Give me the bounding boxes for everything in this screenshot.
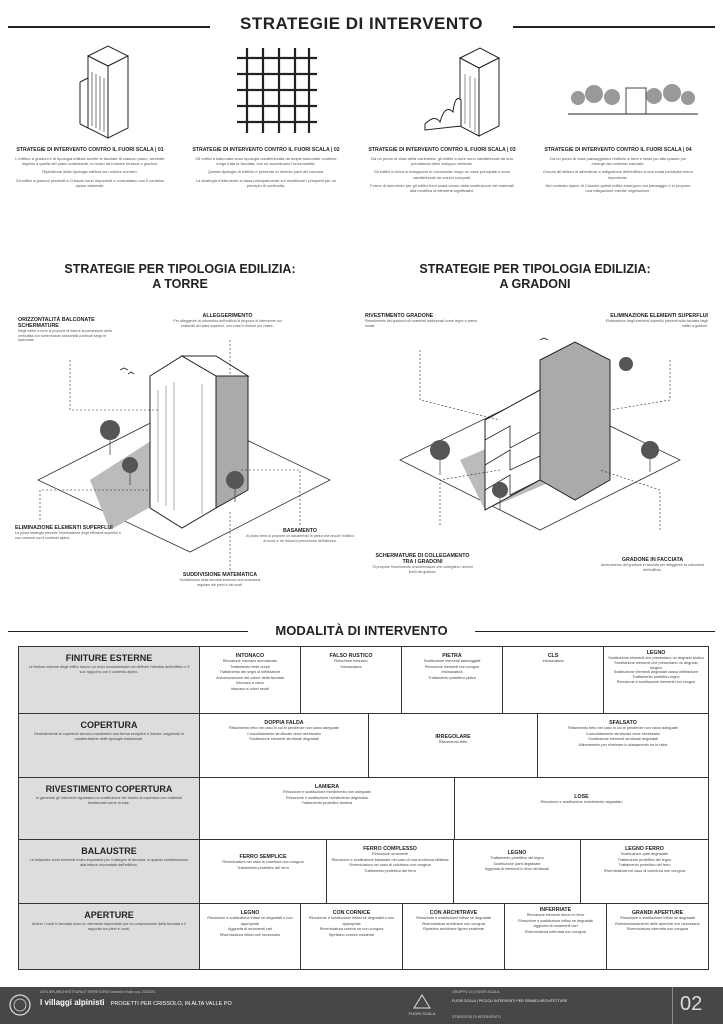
- strategy-text-2a: Gli edifici a balconate sono tipologia caratterizzata da ampie balconate continue lungo tutta la facciata, che ne accentuano l'orizzontalita.: [195, 156, 337, 167]
- row-header: [19, 840, 200, 903]
- table-row: [19, 840, 708, 904]
- title-rule-left: [8, 26, 210, 28]
- strategy-title-4: STRATEGIE DI INTERVENTO CONTRO IL FUORI SCALA | 04: [544, 147, 692, 153]
- strategy-card-1: [10, 147, 170, 191]
- row-name: FINITURE ESTERNE: [65, 653, 153, 663]
- modalita-table: [18, 646, 709, 970]
- table-cell: FERRO SEMPLICE Riverniciatura nel caso di coloritura non congrua Trattamento protettivo del ferro: [200, 840, 327, 903]
- tower-title-line2: A TORRE: [152, 277, 208, 291]
- strategy-card-3: [362, 147, 522, 196]
- row-name: BALAUSTRE: [81, 846, 137, 856]
- modalita-title: MODALITÀ DI INTERVENTO: [275, 623, 448, 638]
- table-cell: CON CORNICE Rimozione e sostituzione infissi se degradati o non appropriati Riverniciatura cornice se non congrua Ripristino cornice esistente: [301, 904, 403, 969]
- strategy-text-3a: Da un punto di vista della volumetria, gli edifici a torre sono caratterizzati da una prevalenza dello sviluppo verticale.: [371, 156, 513, 167]
- strategy-title-3: STRATEGIE DI INTERVENTO CONTRO IL FUORI SCALA | 03: [368, 147, 516, 153]
- table-cell: CON ARCHITRAVE Rimozione e sostituzione infissi se degradati Riverniciatura architrave non congrua Ripristino architrave ligneo esistente: [403, 904, 505, 969]
- gradoni-annotation-4: GRADONE IN FACCIATA Arretramento del gradone in facciata per alleggerire la volumetria dell'edificio.: [600, 557, 705, 572]
- row-header: [19, 714, 200, 777]
- modalita-rule-right: [475, 631, 715, 632]
- footer-project: FUORI SCALA | PICCOLI INTERVENTI PER GRANDI ARCHITETTURE: [452, 999, 568, 1003]
- gradoni-axonometric-diagram: [380, 330, 700, 590]
- table-row: [19, 714, 708, 778]
- trees-landscape-icon: [568, 80, 698, 120]
- table-cell: DOPPIA FALDA Rifacimento tetto nel caso in cui le pendenze non siano adeguate Consolidamento strutturale dove necessario Sostituzione elementi strutturali degradati: [200, 714, 369, 777]
- strategy-title-1: STRATEGIE DI INTERVENTO CONTRO IL FUORI SCALA | 01: [16, 147, 164, 153]
- fuori-scala-logo-text: FUORI SCALA: [408, 1011, 436, 1016]
- row-description: Anche i vuoti in facciata sono un elemento importante per la composizione della facciata e il rapporto tra pieni e vuoti.: [31, 922, 187, 931]
- table-cell: SFALSATO Rifacimento tetto nel caso in cui le pendenze non siano adeguate Consolidamento strutturale dove necessario Sostituzione elementi strutturali degradati Allineamento per eliminare lo sfalsamento tra le falde: [568, 720, 678, 747]
- row-description: Le balaustre sono elementi molto importanti per il disegno di facciata, in quanto contribuiscono alla lettura orizzontale dell'edificio.: [29, 858, 189, 867]
- strategy-text-2c: La strategia d'intervento si basa principalmente sul modificare i prospetti per un principio di continuita.: [195, 177, 337, 188]
- tower-annotation-4: BASAMENTO Al piano terra si propone un basamento in pietra che ancori l'edificio al suolo e ne riduca la percezione dell'altezza.: [246, 528, 354, 543]
- row-name: RIVESTIMENTO COPERTURA: [45, 784, 173, 794]
- strategy-text-1c: Gli edifici a gradoni presenti a Crissolo sono imponenti e contrastano con il contesto alpino esistente.: [15, 177, 165, 188]
- tower-annotation-2: ALLEGGERIMENTO Per alleggerire la volumetria dell'edificio si propone di intervenire sui materiali dei piani superiori, con colori e finiture piu chiare.: [173, 313, 282, 328]
- table-cell: IRREGOLARE Rifacimento tetto: [369, 714, 538, 777]
- strategy-title-2: STRATEGIE DI INTERVENTO CONTRO IL FUORI SCALA | 02: [192, 147, 340, 153]
- row-header: [19, 778, 200, 839]
- table-cell: PIETRA Sostituzione elementi danneggiati Rimozione elementi non congrui Intonacatura Trattamento protettivo pietra: [402, 647, 503, 713]
- grid-pattern-icon: [237, 48, 317, 133]
- table-cell: LEGNO Trattamento protettivo del legno Sostituzione parti degradate Aggiunta di elementi in ferro strutturali: [454, 840, 581, 903]
- table-row: [19, 647, 708, 714]
- row-description: Le finiture esterne degli edifici hanno un ruolo fondamentale nel definire l'identita dell'edificio e il suo rapporto con il contesto alpino.: [28, 665, 190, 674]
- table-cell: FERRO COMPLESSO Rimozione ornamenti Rimozione e sostituzione balaustre nel caso di una ricchezza stilistica Riverniciatura nel caso di coloritura non congrua Trattamento protettivo del ferro: [327, 840, 454, 903]
- gradoni-annotation-1: RIVESTIMENTO GRADONE Rivestimento dei gradoni con materiali tradizionali come legno e pietra locale.: [365, 313, 477, 328]
- strategy-text-4b: Dovuto all'utilizzo di alberature a mitigazione dell'edificio a una scala percepita meno imponente.: [543, 169, 693, 180]
- table-row: [19, 778, 708, 840]
- tower-section-title: [30, 262, 330, 292]
- table-cell: INFERRIATE Rimozione elementi decori in ferro Rimozione e sostituzione infissi se degradati Aggiunta di ornamenti vari Riverniciatura inferriata non congrua: [505, 904, 607, 969]
- tower-annotation-1: ORIZZONTALITÀ BALCONATE SCHERMATURE Negli edifici a torre si propone di ridurre la percezione della verticalita con schermature orizzontali continue lungo le balconate.: [18, 317, 112, 342]
- tower-annotation-3: ELIMINAZIONE ELEMENTI SUPERFLUI La prima strategia prevede l'eliminazione degli elementi superflui e non coerenti con il contesto alpino.: [15, 525, 121, 540]
- strategy-card-4: [538, 147, 698, 196]
- footer-sheet-title: STRATEGIE DI INTERVENTO: [452, 1015, 501, 1019]
- modalita-rule-left: [8, 631, 248, 632]
- table-cell: LEGNO FERRO Sostituzione parti degradate Trattamento protettivo del legno Trattamento protettivo del ferro Riverniciatura nel caso di coloritura non congrua: [603, 846, 686, 873]
- table-cell: LOSE Rimozione e sostituzione rivestimento degradato: [540, 794, 623, 804]
- row-description: In generale gli interventi riguardano la sostituzione del manto di copertura con materiali tradizionali come la lose.: [35, 796, 183, 805]
- footer-course: [40, 998, 232, 1007]
- strategy-text-4a: Da un punto di vista paesaggistico l'edificio a torre e tanto piu alto quanto piu emerge dal contesto naturale.: [550, 156, 686, 167]
- fuori-scala-logo-icon: [412, 992, 432, 1010]
- strategy-text-1a: L'edificio a gradoni e di tipologia edilizia avente le facciate di ciascun piano, arretrate rispetto a quella del piano sottostante, in modo da formare terrazzi o gradoni.: [15, 156, 165, 167]
- footer-group: GRUPPO 10 | FUORI SCALA: [452, 990, 500, 994]
- page-title: STRATEGIE DI INTERVENTO: [240, 14, 483, 33]
- table-cell: GRANDI APERTURE Rimozione e sostituzione infissi se degradati Ridimensionamento delle aperture ove necessario Riverniciatura inferriata non congrua: [615, 910, 700, 932]
- footer-info-left: ATELIER ARCHITETTURA E TERRITORIO Docenti e tutor a.a. 2022/23: [40, 990, 155, 994]
- footer-bar: [0, 987, 723, 1024]
- footer-divider: [672, 987, 673, 1024]
- table-cell: LEGNO Sostituzione elementi che presentano un degrado biotico Sostituzione elementi che presentano un degrado fungino Sostituzione elementi degradati causa infiltrazione Trattamento protettivo legno Rimozione e sostituzione elementi non congrui: [608, 650, 704, 684]
- strategy-card-2: [186, 147, 346, 191]
- gradoni-annotation-2: ELIMINAZIONE ELEMENTI SUPERFLUI Eliminazione degli elementi superflui presenti sulle facciate degli edifici a gradoni.: [605, 313, 708, 328]
- tower-title-line1: STRATEGIE PER TIPOLOGIA EDILIZIA:: [64, 262, 296, 276]
- table-cell: CLS Intonacatura: [503, 647, 604, 713]
- row-header: [19, 647, 200, 713]
- row-name: COPERTURA: [80, 720, 138, 730]
- stepped-building-icon: [415, 44, 505, 140]
- row-name: APERTURE: [84, 910, 134, 920]
- table-row: [19, 904, 708, 969]
- footer-course-subtitle: PROGETTI PER CRISSOLO, IN ALTA VALLE PO: [110, 1001, 232, 1007]
- strategy-text-4c: Nel contesto alpino di Crissolo questi edifici emergono sul paesaggio e si propone una mitigazione tramite vegetazione.: [545, 182, 691, 194]
- table-cell: INTONACO Rimozione intonaco ammalorato Trattamento delle crepe Trattamento dei segni di infiltrazione Armonizzazione del colore della facciata Intonaco a calce Intonaco a colori neutri: [200, 647, 301, 713]
- strategy-text-1b: Ripetizione della tipologia edilizia con minore numero.: [42, 169, 138, 175]
- university-seal-icon: [8, 993, 32, 1017]
- table-cell: FALSO RUSTICO Rimozione intonaco Intonacatura: [301, 647, 402, 713]
- table-cell: LEGNO Rimozione e sostituzione infissi se degradati o non appropriati Aggiunta di ornamenti vari Riverniciatura infissi ove necessario: [200, 904, 301, 969]
- page-number: 02: [680, 993, 703, 1015]
- strategy-text-3c: Forme di intervento per gli edifici fuori scala vanno dalla sostituzione dei materiali alla modifica di elementi significativi.: [370, 182, 514, 194]
- gradoni-annotation-3: SCHERMATURE DI COLLEGAMENTO TRA I GRADONI Si propone l'inserimento di schermature che colleghino i diversi livelli dei gradoni.: [372, 553, 473, 574]
- title-rule-right: [513, 26, 715, 28]
- gradoni-title-line1: STRATEGIE PER TIPOLOGIA EDILIZIA:: [419, 262, 651, 276]
- gradoni-section-title: [385, 262, 685, 292]
- footer-course-name: I villaggi alpinisti: [40, 998, 105, 1007]
- row-description: Generalmente le coperture devono mantenere una forma semplice e lineare, seguendo le caratteristiche delle tipologie tradizionali.: [33, 732, 185, 741]
- table-cell: LAMIERA Rimozione e sostituzione rivestimento non adeguato Rimozione e sostituzione rivestimento degradato Trattamento protettivo lamiera: [200, 778, 455, 839]
- gradoni-title-line2: A GRADONI: [499, 277, 571, 291]
- isometric-building-icon: [70, 42, 140, 142]
- tower-annotation-5: SUDDIVISIONE MATEMATICA Suddivisione della facciata secondo una scansione regolare dei pieni e dei vuoti.: [179, 572, 261, 587]
- row-header: [19, 904, 200, 969]
- strategy-text-2b: Questa tipologia di edificio e presente in diverse parti del comune.: [207, 169, 325, 175]
- strategy-text-3b: Gli edifici in linea si sviluppano in orizzontale lungo un asse principale e sono caratterizzati da volumi compatti.: [373, 169, 511, 180]
